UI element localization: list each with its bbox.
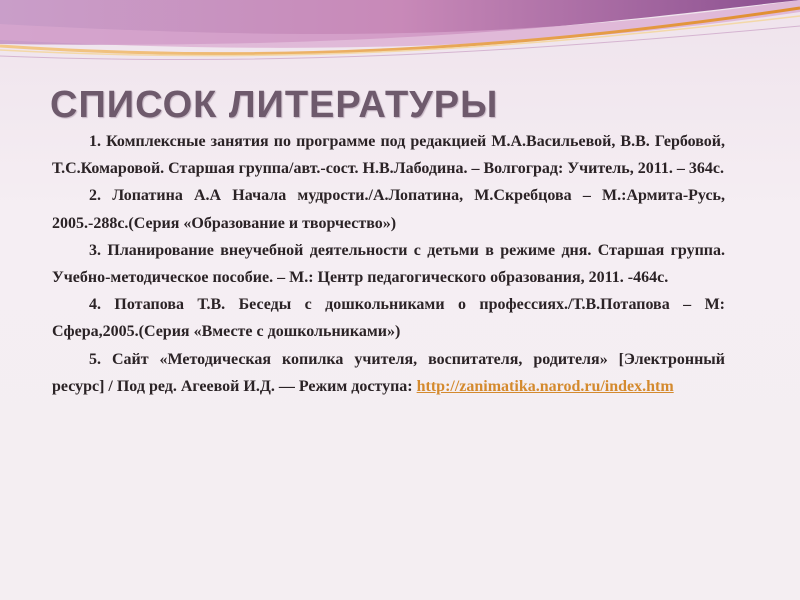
page-title: СПИСОК ЛИТЕРАТУРЫ [50,84,499,126]
reference-item: 1. Комплексные занятия по программе под редакцией М.А.Васильевой, В.В. Гербовой, Т.С.Комаровой. Старшая группа/авт.-сост. Н.В.Лабодина. – Волгоград: Учитель, 2011. – 364с. [52,133,725,178]
reference-item: 3. Планирование внеучебной деятельности с детьми в режиме дня. Старшая группа. Учебно-методическое пособие. – М.: Центр педагогического образования, 2011. -464с. [52,241,725,287]
decorative-banner [0,0,800,80]
reference-item: 2. Лопатина А.А Начала мудрости./А.Лопатина, М.Скребцова – М.:Армита-Русь, 2005.-288с.(Серия «Образование и творчество») [52,187,725,232]
reference-text: 5. Сайт «Методическая копилка учителя, воспитателя, родителя» [Электронный ресурс] / Под ред. Агеевой И.Д. — Режим доступа: [52,350,725,395]
reference-item-website [52,346,725,400]
reference-list [52,128,725,400]
reference-item: 4. Потапова Т.В. Беседы с дошкольниками о профессиях./Т.В.Потапова – М: Сфера,2005.(Серия «Вместе с дошкольниками») [52,296,725,341]
reference-link[interactable]: http://zanimatika.narod.ru/index.htm [416,377,674,395]
